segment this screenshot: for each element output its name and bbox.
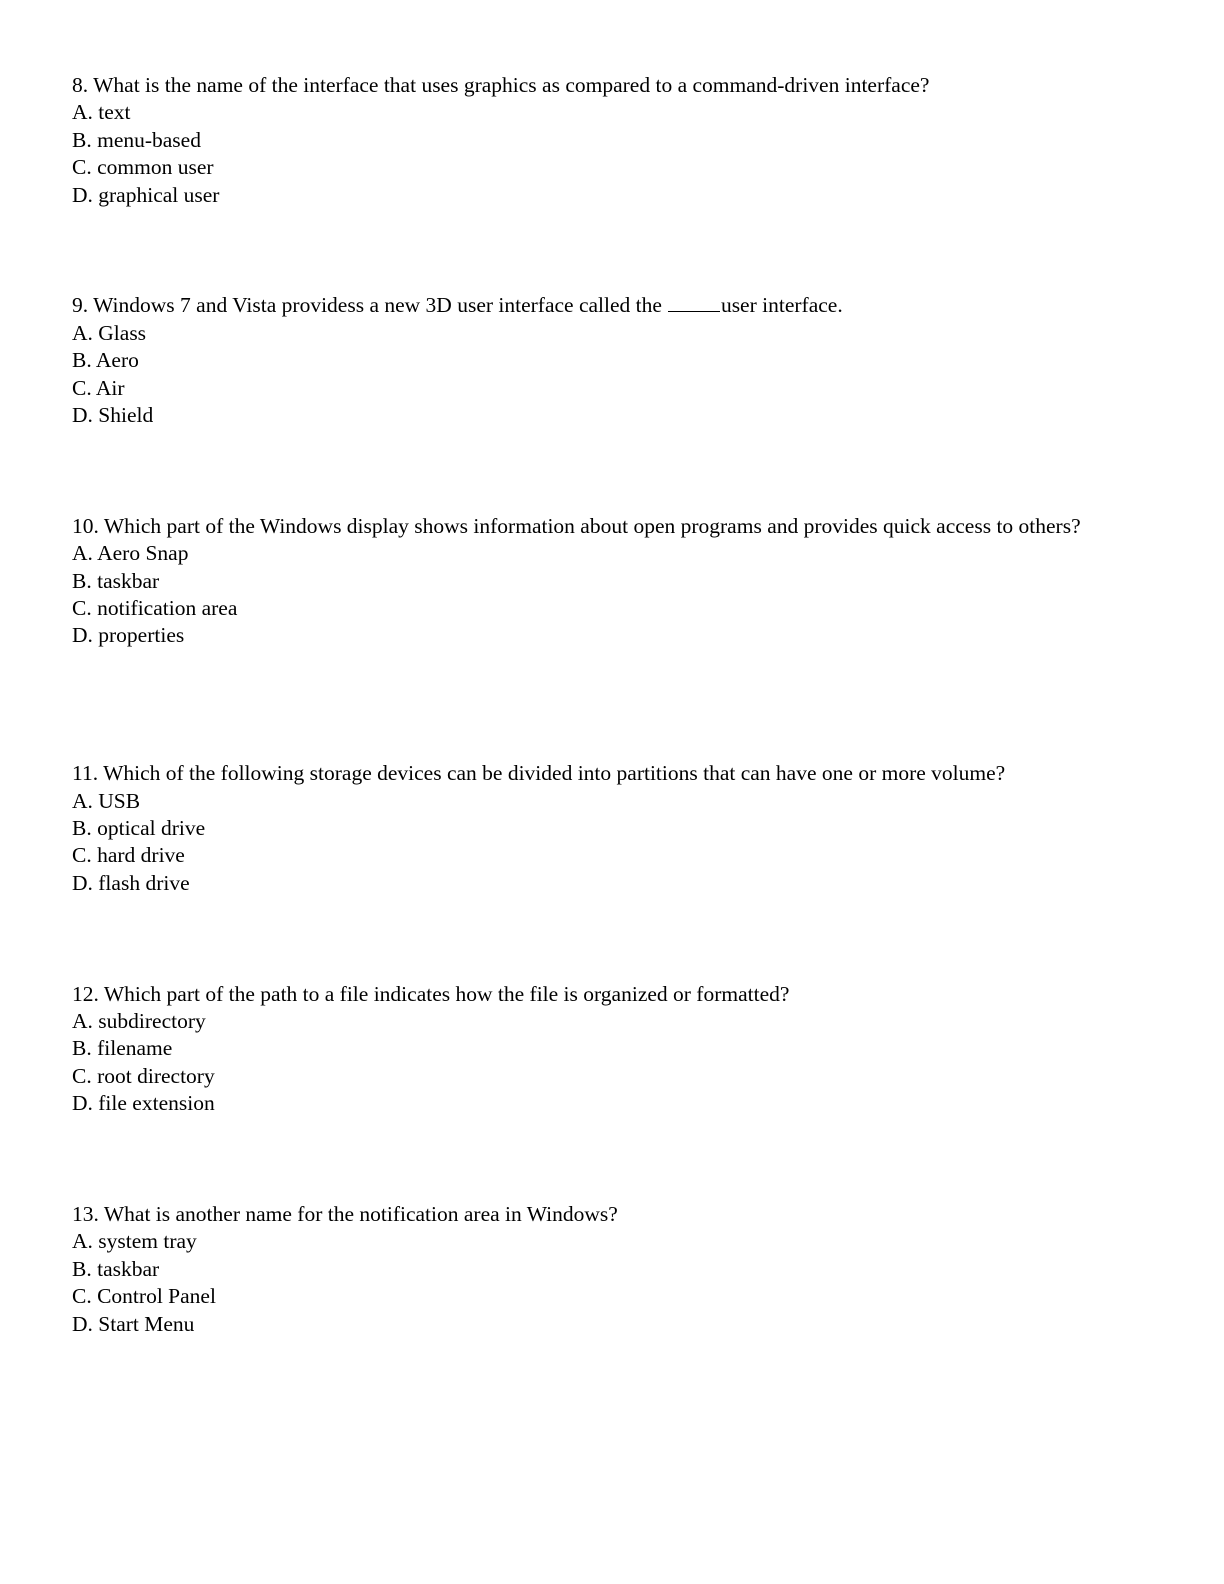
question-text-before: 9. Windows 7 and Vista providess a new 3D user interface called the (72, 293, 662, 318)
option-c: C. Control Panel (72, 1284, 216, 1309)
fill-in-blank (668, 293, 720, 312)
question-text: 10. Which part of the Windows display shows information about open programs and provides quick access to others? (72, 513, 1081, 538)
option-b: B. optical drive (72, 815, 206, 840)
option-d: D. Shield (72, 403, 154, 428)
option-c: C. root directory (72, 1063, 215, 1088)
option-a: A. Aero Snap (72, 541, 189, 566)
option-b: B. taskbar (72, 568, 160, 593)
option-c: C. Air (72, 375, 125, 400)
option-a: A. Glass (72, 320, 147, 345)
option-b: B. taskbar (72, 1256, 160, 1281)
question-13 (72, 1201, 1132, 1421)
question-text: 11. Which of the following storage devices can be divided into partitions that can have one or more volume? (72, 761, 1006, 786)
question-text: 13. What is another name for the notification area in Windows? (72, 1201, 618, 1226)
option-d: D. Start Menu (72, 1311, 195, 1336)
question-8 (72, 72, 1132, 292)
option-a: A. USB (72, 788, 141, 813)
option-d: D. flash drive (72, 870, 190, 895)
question-11 (72, 760, 1132, 980)
question-text (72, 292, 1132, 319)
option-b: B. filename (72, 1036, 173, 1061)
question-text: 8. What is the name of the interface that uses graphics as compared to a command-driven interface? (72, 73, 930, 97)
option-c: C. notification area (72, 596, 238, 620)
question-text: 12. Which part of the path to a file indicates how the file is organized or formatted? (72, 981, 790, 1006)
option-c: C. hard drive (72, 843, 185, 868)
question-12 (72, 981, 1132, 1201)
option-b: B. menu-based (72, 127, 201, 152)
option-b: B. Aero (72, 348, 139, 373)
option-a: A. system tray (72, 1229, 197, 1254)
question-9 (72, 292, 1132, 512)
question-text-after: user interface. (720, 293, 843, 318)
option-a: A. text (72, 100, 131, 125)
option-d: D. graphical user (72, 182, 220, 207)
option-c: C. common user (72, 155, 214, 180)
option-a: A. subdirectory (72, 1008, 206, 1033)
option-d: D. file extension (72, 1091, 215, 1116)
option-d: D. properties (72, 623, 185, 648)
question-10 (72, 513, 1132, 760)
document-page (72, 72, 1132, 1421)
